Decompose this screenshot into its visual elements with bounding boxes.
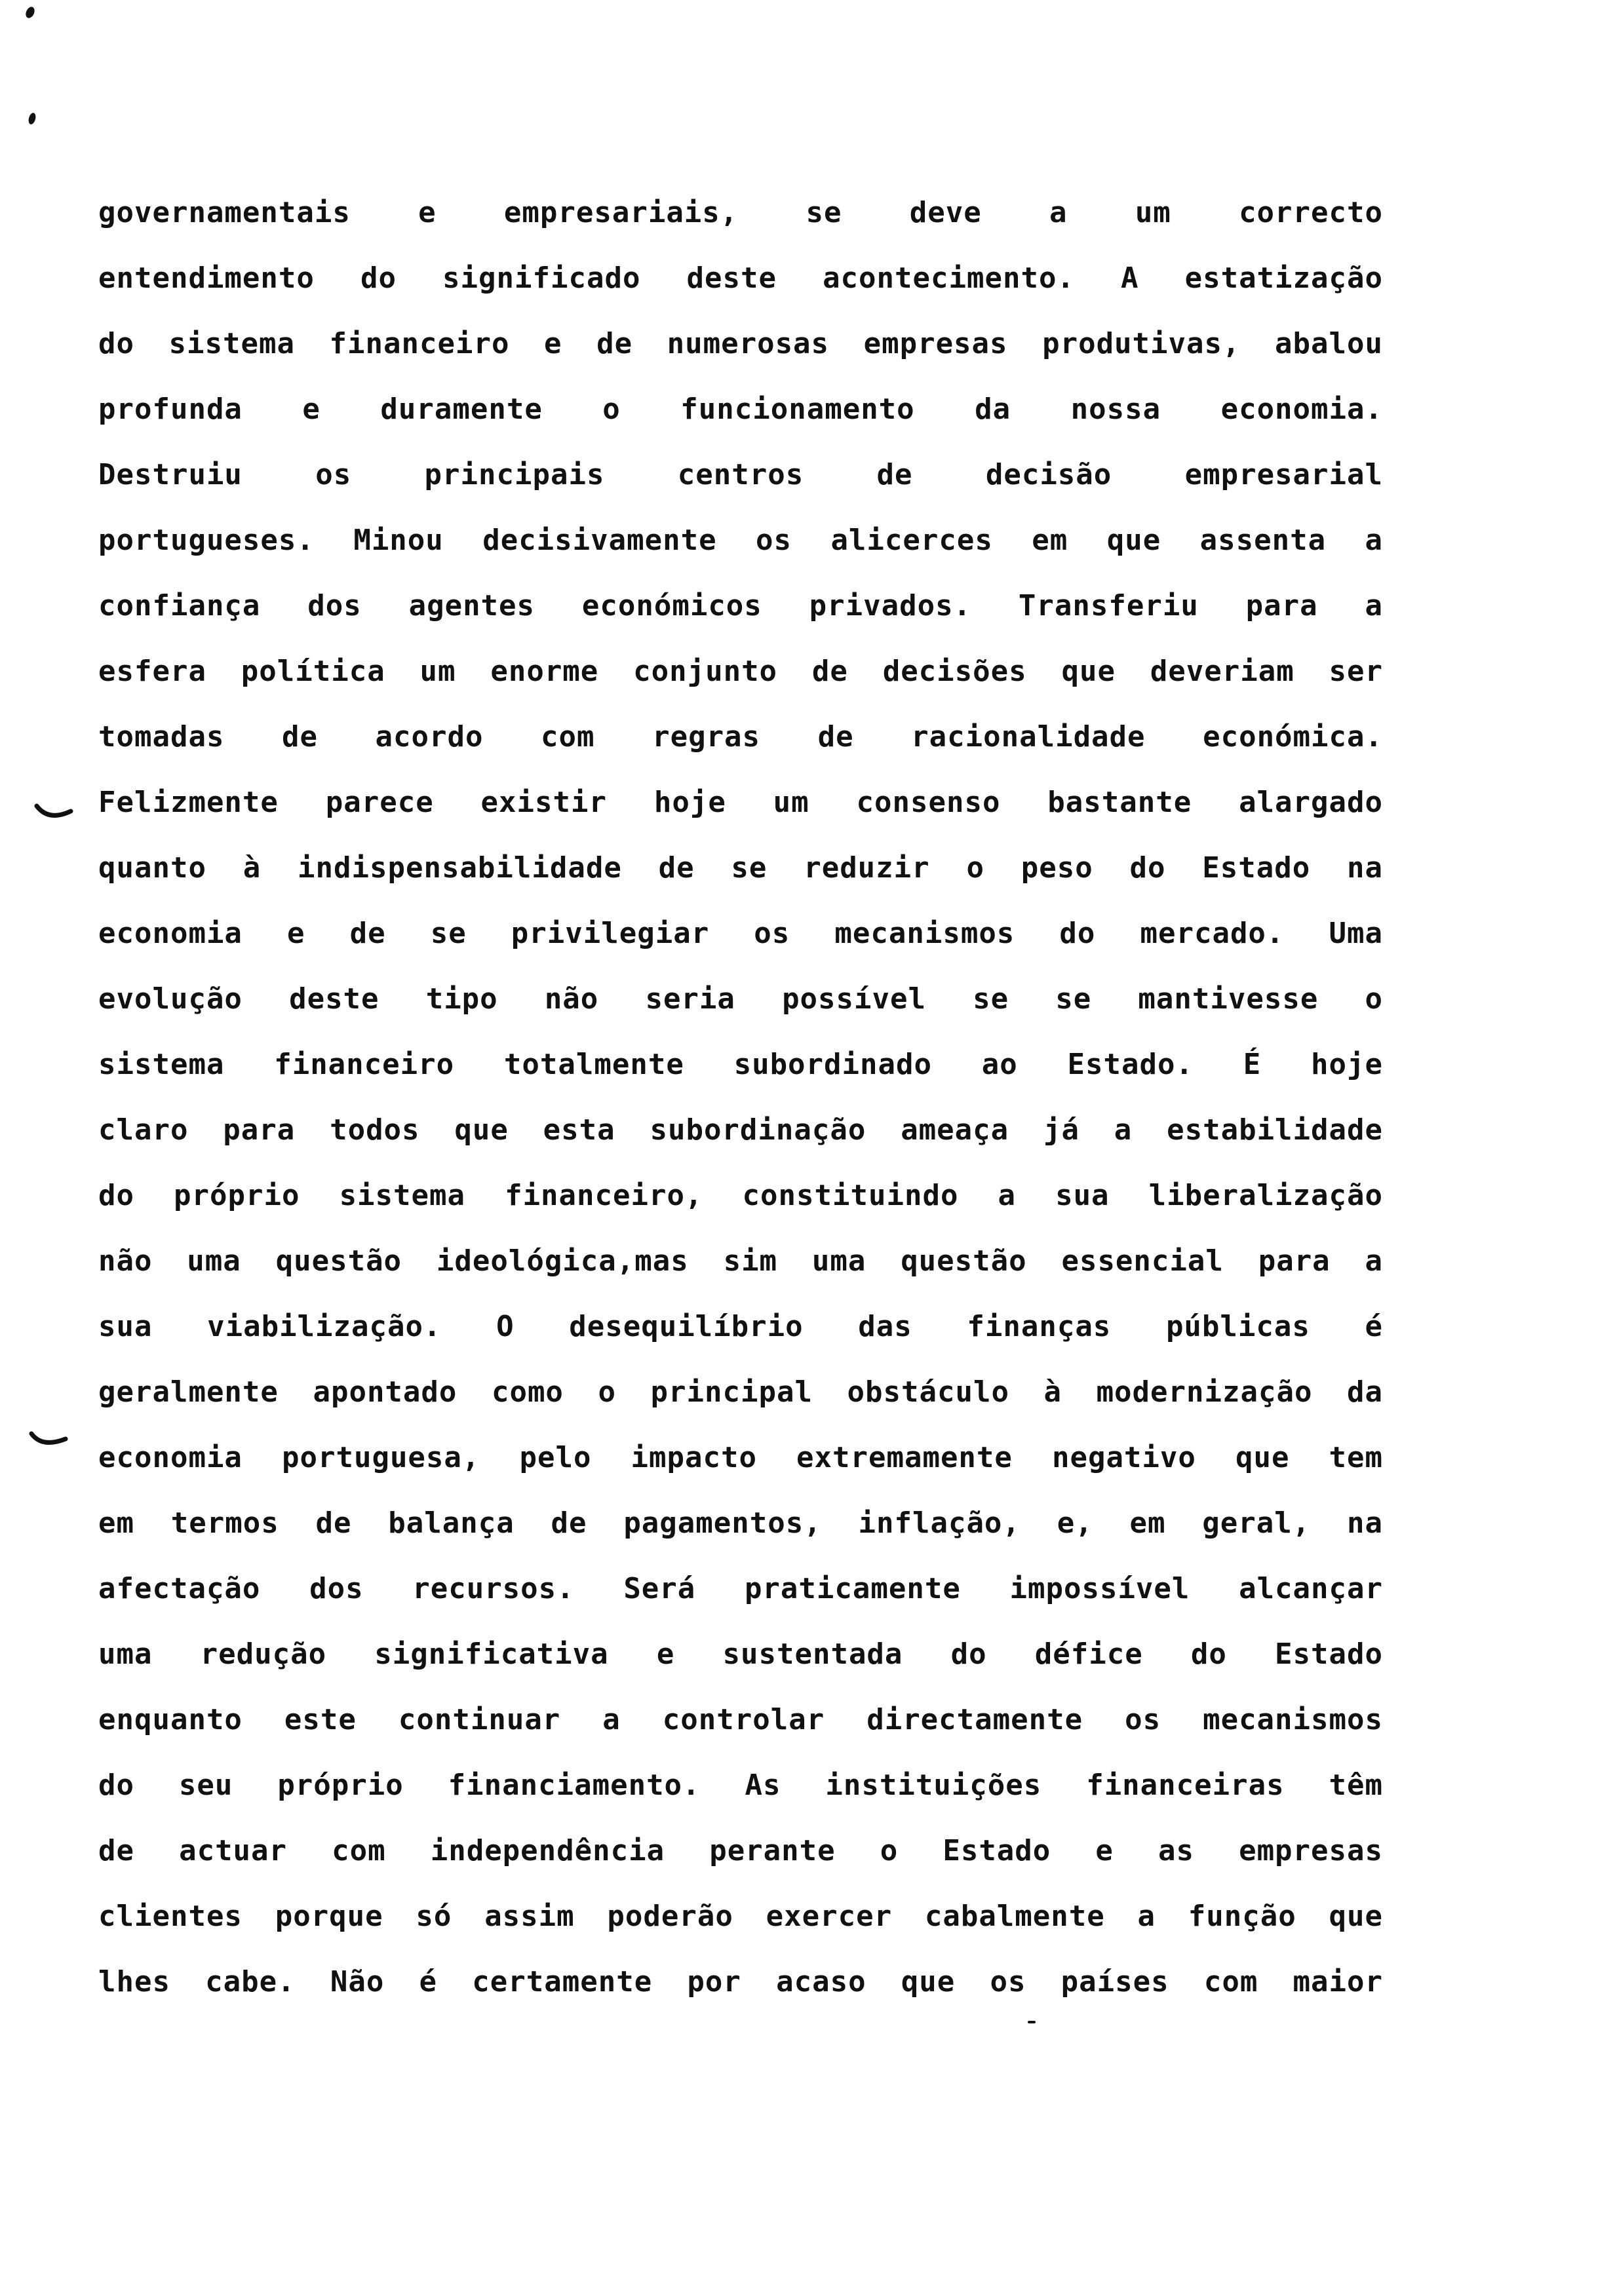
text-line: esfera política um enorme conjunto de decisões que deveriam ser (98, 655, 1383, 688)
text-line: de actuar com independência perante o Estado e as empresas (98, 1834, 1383, 1867)
text-line: do próprio sistema financeiro, constituindo a sua liberalização (98, 1179, 1383, 1212)
margin-mark-icon (29, 1430, 68, 1449)
text-line: uma redução significativa e sustentada do défice do Estado (98, 1637, 1383, 1671)
text-line: tomadas de acordo com regras de racionalidade económica. (98, 720, 1383, 754)
text-line: afectação dos recursos. Será praticamente impossível alcançar (98, 1572, 1383, 1605)
text-line: Felizmente parece existir hoje um consenso bastante alargado (98, 786, 1383, 819)
text-line: claro para todos que esta subordinação ameaça já a estabilidade (98, 1113, 1383, 1147)
ink-mark (1028, 2021, 1036, 2023)
text-line: entendimento do significado deste acontecimento. A estatização (98, 261, 1383, 295)
ink-mark (24, 5, 36, 19)
text-line: quanto à indispensabilidade de se reduzir o peso do Estado na (98, 851, 1383, 885)
body-text (98, 190, 1383, 2025)
text-line: em termos de balança de pagamentos, inflação, e, em geral, na (98, 1506, 1383, 1540)
text-line: profunda e duramente o funcionamento da nossa economia. (98, 392, 1383, 426)
text-line: confiança dos agentes económicos privados. Transferiu para a (98, 589, 1383, 622)
text-line: Destruiu os principais centros de decisão empresarial (98, 458, 1383, 491)
margin-mark-icon (34, 803, 73, 823)
text-line: do sistema financeiro e de numerosas empresas produtivas, abalou (98, 327, 1383, 360)
text-line: governamentais e empresariais, se deve a um correcto (98, 196, 1383, 229)
text-line: evolução deste tipo não seria possível se se mantivesse o (98, 982, 1383, 1016)
text-line: sistema financeiro totalmente subordinado ao Estado. É hoje (98, 1048, 1383, 1081)
text-line: enquanto este continuar a controlar directamente os mecanismos (98, 1703, 1383, 1736)
text-line: economia portuguesa, pelo impacto extremamente negativo que tem (98, 1441, 1383, 1474)
text-line: clientes porque só assim poderão exercer cabalmente a função que (98, 1900, 1383, 1933)
text-line: não uma questão ideológica,mas sim uma questão essencial para a (98, 1244, 1383, 1278)
ink-mark (28, 112, 37, 125)
text-line: lhes cabe. Não é certamente por acaso que os países com maior (98, 1965, 1383, 1999)
text-line: portugueses. Minou decisivamente os alicerces em que assenta a (98, 524, 1383, 557)
text-line: geralmente apontado como o principal obstáculo à modernização da (98, 1375, 1383, 1409)
text-line: sua viabilização. O desequilíbrio das finanças públicas é (98, 1310, 1383, 1343)
text-line: do seu próprio financiamento. As instituições financeiras têm (98, 1769, 1383, 1802)
text-line: economia e de se privilegiar os mecanismos do mercado. Uma (98, 917, 1383, 950)
